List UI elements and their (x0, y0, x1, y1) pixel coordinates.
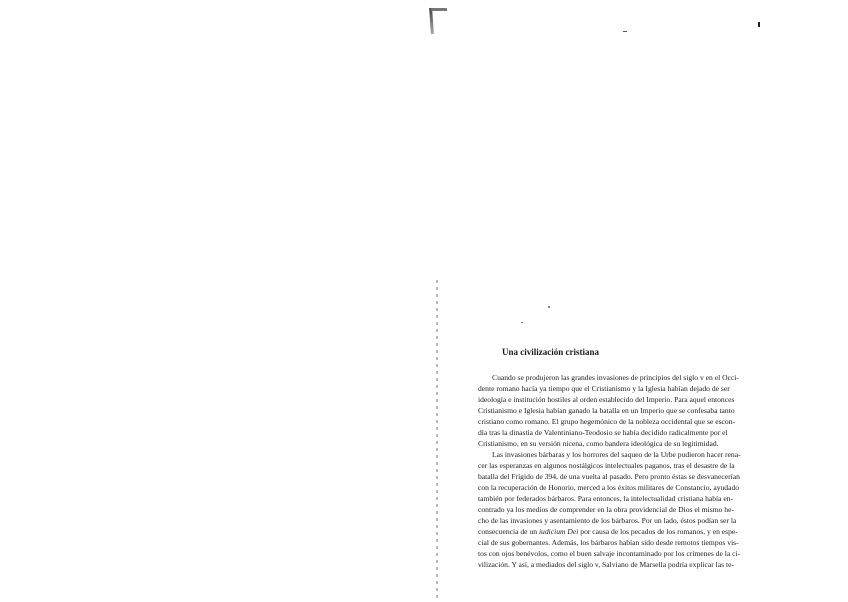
text-line: contrado ya los medios de comprender en la obra providencial de Dios el mismo he- (478, 505, 734, 514)
paragraph-1 (478, 372, 772, 449)
scan-speck (623, 31, 627, 32)
text-line: también por federados bárbaros. Para entonces, la intelectualidad cristiana había en- (478, 494, 734, 503)
section-title: Una civilización cristiana (502, 347, 599, 357)
text-line: día tras la dinastía de Valentiniano-Teodosio se había decidido radicalmente por el (478, 428, 728, 437)
scan-edge-mark (431, 8, 447, 11)
italic-term: iudicium Dei (538, 527, 579, 536)
text-line: tos con ojos benévolos, como el buen salvaje incontaminado por los crímenes de la ci- (478, 549, 741, 558)
text-line: Cristianismo, en su versión nicena, como bandera ideológica de su legitimidad. (478, 439, 719, 448)
scan-speck (521, 322, 523, 323)
book-gutter (436, 280, 438, 602)
text-line: vilización. Y así, a mediados del siglo v, Salviano de Marsella podría explicar las te- (478, 560, 734, 569)
text-line: Cristianismo e Iglesia habían ganado la batalla en un Imperio que se confesaba tanto (478, 406, 735, 415)
text-line (478, 526, 772, 537)
right-page (478, 338, 772, 570)
text-line: Las invasiones bárbaras y los horrores del saqueo de la Urbe pudieron hacer rena- (492, 450, 741, 459)
paragraph-2 (478, 449, 772, 570)
text-fragment: por causa de los pecados de los romanos, y en espe- (578, 527, 738, 536)
text-line: ideología e institución hostiles al orden establecido del Imperio. Para aquel entonces (478, 395, 735, 404)
text-line: con la recuperación de Honorio, merced a los éxitos militares de Constancio, ayudado (478, 483, 740, 492)
text-line: cer las esperanzas en algunos nostálgicos intelectuales paganos, tras el desastre de la (478, 461, 735, 470)
text-line: cristiano como romano. El grupo hegemónico de la nobleza occidental que se escon- (478, 417, 736, 426)
scan-speck (758, 22, 760, 27)
text-line: dente romano hacía ya tiempo que el Cristianismo y la Iglesia habían dejado de ser (478, 384, 730, 393)
text-line: cho de las invasiones y asentamiento de los bárbaros. Por un lado, éstos podían ser la (478, 516, 737, 525)
text-fragment: consecuencia de un (478, 527, 539, 536)
scan-speck (548, 306, 550, 308)
text-line: Cuando se produjeron las grandes invasiones de principios del siglo v en el Occi- (492, 373, 739, 382)
scan-edge-mark (429, 8, 434, 34)
text-line: cial de sus gobernantes. Además, los bárbaros habían sido desde remotos tiempos vis- (478, 538, 739, 547)
text-line: batalla del Frígido de 394, de una vuelta al pasado. Pero pronto éstas se desvanecerían (478, 472, 740, 481)
